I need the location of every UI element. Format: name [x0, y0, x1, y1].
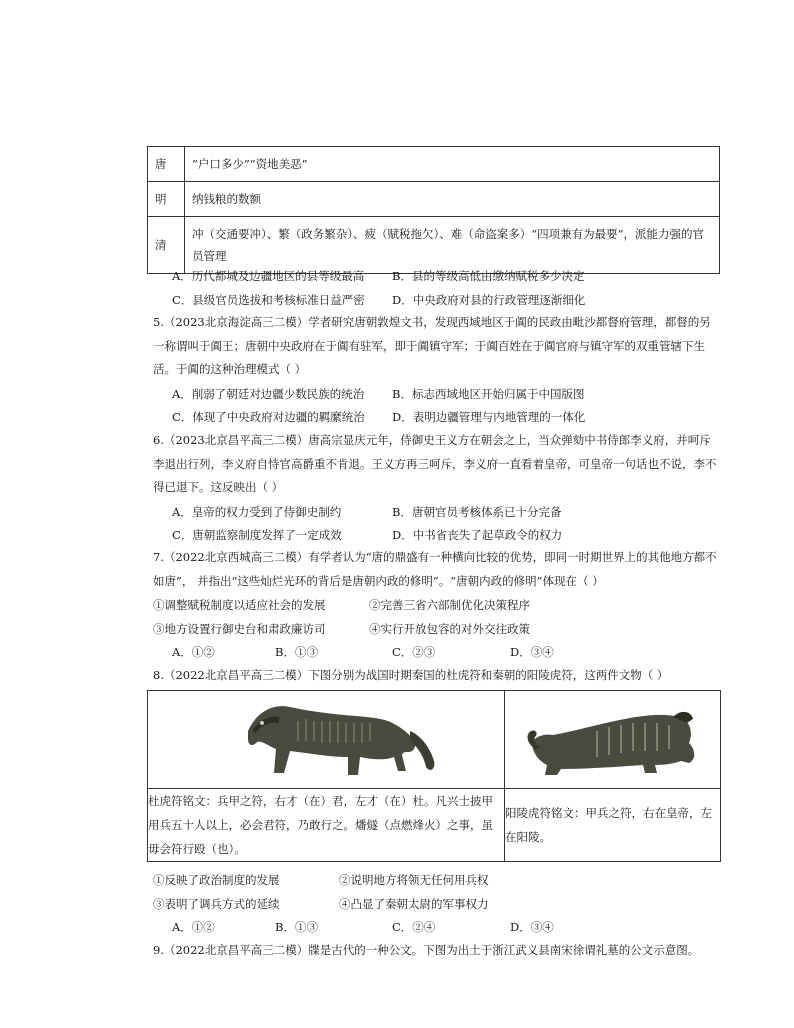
- content-cell: 冲（交通要冲）、繁（政务繁杂）、疲（赋税拖欠）、难（命盗案多）“四项兼有为最要”，派能力强的官员管理: [185, 217, 720, 274]
- q9-stem: 9.（2022北京昌平高三二模）牒是古代的一种公文。下图为出土于浙江武义县南宋徐谓礼墓的公文示意图。: [153, 943, 700, 957]
- yangling-tiger-tally-image: [505, 691, 721, 789]
- figure-image-row: [148, 691, 721, 789]
- q4-option-c: C．县级官员选拔和考核标准日益严密: [172, 293, 365, 307]
- q8-statement-2: ②说明地方将领无任何用兵权: [339, 873, 489, 887]
- q8-statement-4: ④凸显了秦朝太尉的军事权力: [339, 897, 489, 911]
- q8-statement-1: ①反映了政治制度的发展: [153, 873, 280, 887]
- content-cell: “户口多少”“资地美恶”: [185, 147, 720, 182]
- q6-stem: 6.（2023北京昌平高三二模）唐高宗显庆元年，侍御史王义方在朝会之上，当众弹劾中书侍郎李义府，并呵斥李退出行列，李义府自恃官高爵重不肯退。王义方再三呵斥，李义府一直看着皇帝，可皇帝一句话也不说，李不得已退下。这反映出（ ）: [153, 433, 717, 494]
- q6-option-d: D．中书省丧失了起草政令的权力: [392, 528, 563, 542]
- q7-option-d: D．③④: [510, 645, 554, 659]
- dynasty-cell: 清: [148, 217, 185, 274]
- q4-option-b: B．县的等级高低由缴纳赋税多少决定: [392, 269, 585, 283]
- q5-option-d: D．表明边疆管理与内地管理的一体化: [392, 410, 586, 424]
- q4-option-d: D．中央政府对县的行政管理逐渐细化: [392, 293, 586, 307]
- q5-option-c: C．体现了中央政府对边疆的羁縻统治: [172, 410, 365, 424]
- du-tiger-tally-image: [148, 691, 505, 789]
- q7-statement-3: ③地方设置行御史台和肃政廉访司: [153, 622, 326, 636]
- du-tiger-tally-caption: 杜虎符铭文：兵甲之符，右才（在）君，左才（在）杜。凡兴士披甲用兵五十人以上，必会君符，乃敢行之。燔燧（点燃烽火）之事，虽毋会符行殴（也）。: [148, 789, 505, 862]
- yangling-tiger-tally-caption: 阳陵虎符铭文：甲兵之符，右在皇帝，左在阳陵。: [505, 789, 721, 862]
- q7-statement-4: ④实行开放包容的对外交往政策: [369, 622, 530, 636]
- q5-option-a: A．削弱了朝廷对边疆少数民族的统治: [172, 387, 365, 401]
- table-row: [148, 217, 720, 274]
- q8-option-d: D．③④: [510, 920, 554, 934]
- q7-option-b: B．①③: [275, 645, 318, 659]
- q8-option-c: C．②④: [392, 920, 436, 934]
- q5-option-b: B．标志西域地区开始归属于中国版图: [392, 387, 585, 401]
- q8-option-a: A．①②: [172, 920, 215, 934]
- q7-option-c: C．②③: [392, 645, 436, 659]
- table-row: [148, 182, 720, 217]
- dynasty-cell: 明: [148, 182, 185, 217]
- tiger-tally-figure-table: [147, 690, 721, 862]
- figure-caption-row: [148, 789, 721, 862]
- yangling-tiger-tally-icon: [505, 691, 720, 788]
- q4-option-a: A．历代都城及边疆地区的县等级最高: [172, 269, 365, 283]
- q8-statement-3: ③表明了调兵方式的延续: [153, 897, 280, 911]
- q7-stem: 7.（2022北京西城高三二模）有学者认为“唐的鼎盛有一种横向比较的优势，即同一时期世界上的其他地方都不如唐”， 并指出“这些灿烂光环的背后是唐朝内政的修明”。“唐朝内政的修明”体现在（ ）: [153, 550, 717, 588]
- q7-statement-1: ①调整赋税制度以适应社会的发展: [153, 598, 326, 612]
- du-tiger-tally-icon: [148, 691, 504, 788]
- q6-option-a: A．皇帝的权力受到了侍御史制约: [172, 505, 342, 519]
- table-row: [148, 147, 720, 182]
- q7-statement-2: ②完善三省六部制优化决策程序: [369, 598, 530, 612]
- q6-option-b: B．唐朝官员考核体系已十分完备: [392, 505, 562, 519]
- q7-option-a: A．①②: [172, 645, 215, 659]
- dynasty-cell: 唐: [148, 147, 185, 182]
- content-cell: 纳钱粮的数额: [185, 182, 720, 217]
- county-grading-table: [147, 146, 720, 274]
- q6-option-c: C．唐朝监察制度发挥了一定成效: [172, 528, 342, 542]
- q8-option-b: B．①③: [275, 920, 318, 934]
- q8-stem: 8.（2022北京昌平高三二模）下图分别为战国时期秦国的杜虎符和秦朝的阳陵虎符，这两件文物（ ）: [153, 668, 669, 682]
- q5-stem: 5.（2023北京海淀高三二模）学者研究唐朝敦煌文书，发现西域地区于阗的民政由毗沙都督府管理，都督的另一称谓叫于阗王；唐朝中央政府在于阗有驻军，即于阗镇守军；于阗百姓在于阗官府与镇守军的双重管辖下生活。于阗的这种治理模式（ ）: [153, 315, 711, 376]
